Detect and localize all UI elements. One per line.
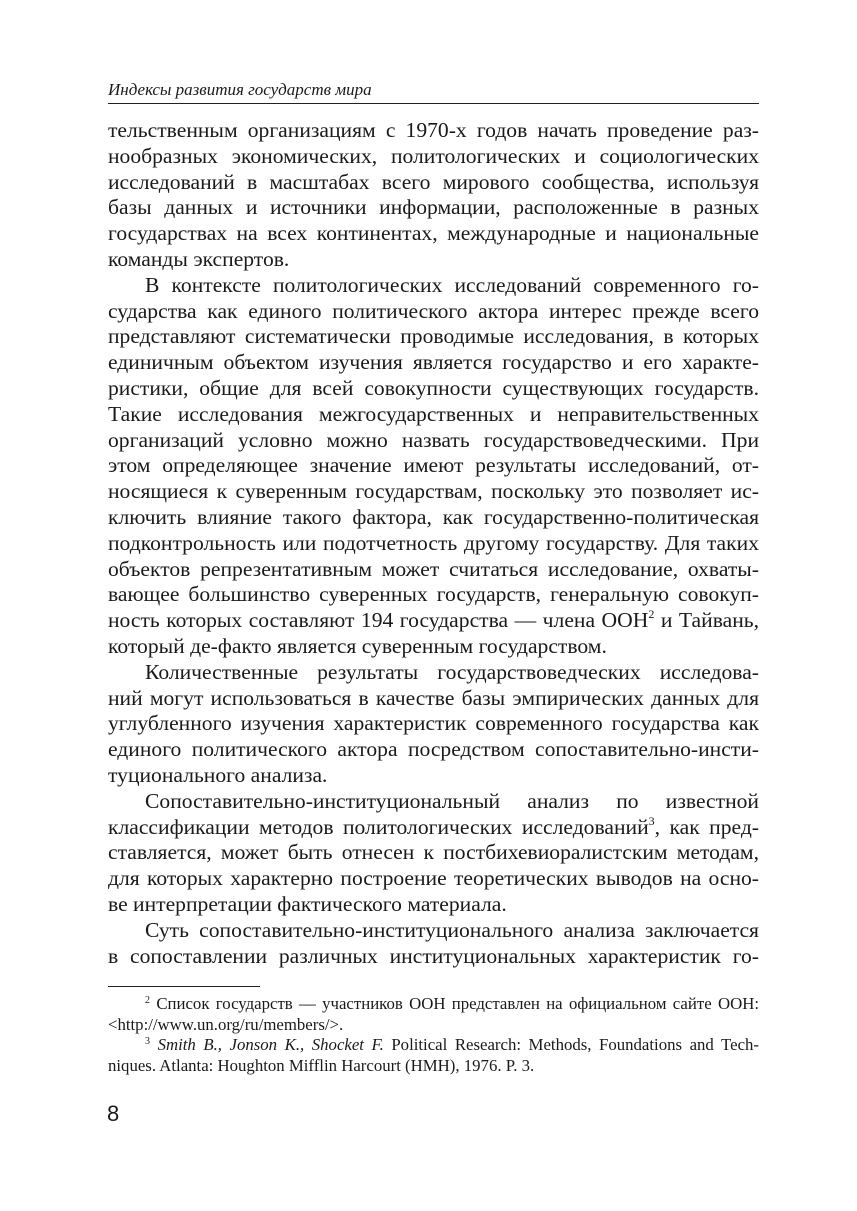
footnote-text: Список государств — участников ООН представлен на официальном сайте ООН: — [156, 994, 759, 1013]
footnote-mark: 2 — [145, 995, 150, 1006]
line-text: классификации методов политологических исследований — [108, 814, 649, 839]
paragraph — [108, 660, 759, 789]
text-line: ставляется, может быть отнесен к постбихевиоралистским методам, — [108, 840, 759, 865]
text-line: который де-факто является суверенным государством. — [108, 633, 607, 658]
text-line: сударства как единого политического актора интерес прежде всего — [108, 298, 759, 323]
text-line: Сопоставительно-институциональный анализ по известной — [145, 788, 759, 813]
text-line: Суть сопоставительно-институционального анализа заключается — [145, 917, 759, 942]
text-line: Количественные результаты государствоведческих исследова- — [145, 659, 759, 684]
line-text: , как пред- — [654, 814, 759, 839]
text-line: в сопоставлении различных институциональных характеристик го- — [108, 943, 759, 968]
text-line: туционального анализа. — [108, 762, 328, 787]
text-line: ний могут использоваться в качестве базы эмпирических данных для — [108, 685, 759, 710]
footnote-ref-2[interactable]: 2 — [648, 607, 655, 622]
footnote-3 — [108, 1035, 759, 1076]
footnote-line — [108, 994, 759, 1015]
line-text: ность которых составляют 194 государства — члена ООН — [108, 608, 649, 633]
text-line: для которых характерно построение теоретических выводов на осно- — [108, 866, 759, 891]
text-line — [108, 608, 759, 634]
text-line: единого политического актора посредством сопоставительно-инсти- — [108, 737, 759, 762]
text-line — [108, 815, 759, 841]
footnote-line: niques. Atlanta: Houghton Mifflin Harcourt (HMH), 1976. P. 3. — [108, 1055, 535, 1075]
paragraph — [108, 918, 759, 970]
page-number: 8 — [107, 1101, 120, 1126]
text-line: ристики, общие для всей совокупности существующих государств. — [108, 375, 759, 400]
text-line: вающее большинство суверенных государств, генеральную совокуп- — [108, 582, 759, 607]
text-line: нообразных экономических, политологических и социологических — [108, 143, 759, 168]
text-line: ве интерпретации фактического материала. — [108, 891, 507, 916]
footnote-authors: Smith B., Jonson K., Shocket F. — [157, 1035, 384, 1054]
text-line: государствах на всех континентах, международные и национальные — [108, 221, 759, 246]
footnote-text: Political Research: Methods, Foundations and Tech- — [383, 1035, 759, 1054]
text-line: представляют систематически проводимые исследования, в которых — [108, 324, 759, 349]
footnote-link[interactable]: <http://www.un.org/ru/members/>. — [108, 1014, 344, 1034]
text-line: носящиеся к суверенным государствам, поскольку это позволяет ис- — [108, 479, 759, 504]
paragraph — [108, 273, 759, 660]
text-line: этом определяющее значение имеют результаты исследований, от- — [108, 453, 759, 478]
footnotes — [108, 994, 759, 1076]
paragraph — [108, 789, 759, 918]
text-line: единичным объектом изучения является государство и его характе- — [108, 350, 759, 375]
text-line: Такие исследования межгосударственных и неправительственных — [108, 401, 759, 426]
footnote-rule — [108, 986, 260, 987]
text-line: объектов репрезентативным может считаться исследование, охваты- — [108, 556, 759, 581]
text-line: базы данных и источники информации, расположенные в разных — [108, 195, 759, 220]
paragraph — [108, 118, 759, 273]
text-line: исследований в масштабах всего мирового сообщества, используя — [108, 169, 759, 194]
text-line: ключить влияние такого фактора, как государственно-политическая — [108, 504, 759, 529]
running-head: Индексы развития государств мира — [108, 80, 372, 99]
text-line: тельственным организациям с 1970-х годов начать проведение раз- — [108, 118, 759, 142]
footnote-2 — [108, 994, 759, 1035]
line-text: и Тайвань, — [654, 608, 759, 633]
header-rule — [108, 103, 759, 104]
footnote-ref-3[interactable]: 3 — [648, 813, 655, 828]
text-line: подконтрольность или подотчетность другому государству. Для таких — [108, 530, 759, 555]
footnote-line — [108, 1035, 759, 1056]
footnote-mark: 3 — [145, 1036, 150, 1047]
text-line: В контексте политологических исследований современного го- — [145, 272, 759, 297]
text-line: организаций условно можно назвать государствоведческими. При — [108, 427, 759, 452]
text-line: команды экспертов. — [108, 246, 290, 271]
body-text — [108, 118, 759, 969]
text-line: углубленного изучения характеристик современного государства как — [108, 711, 759, 736]
